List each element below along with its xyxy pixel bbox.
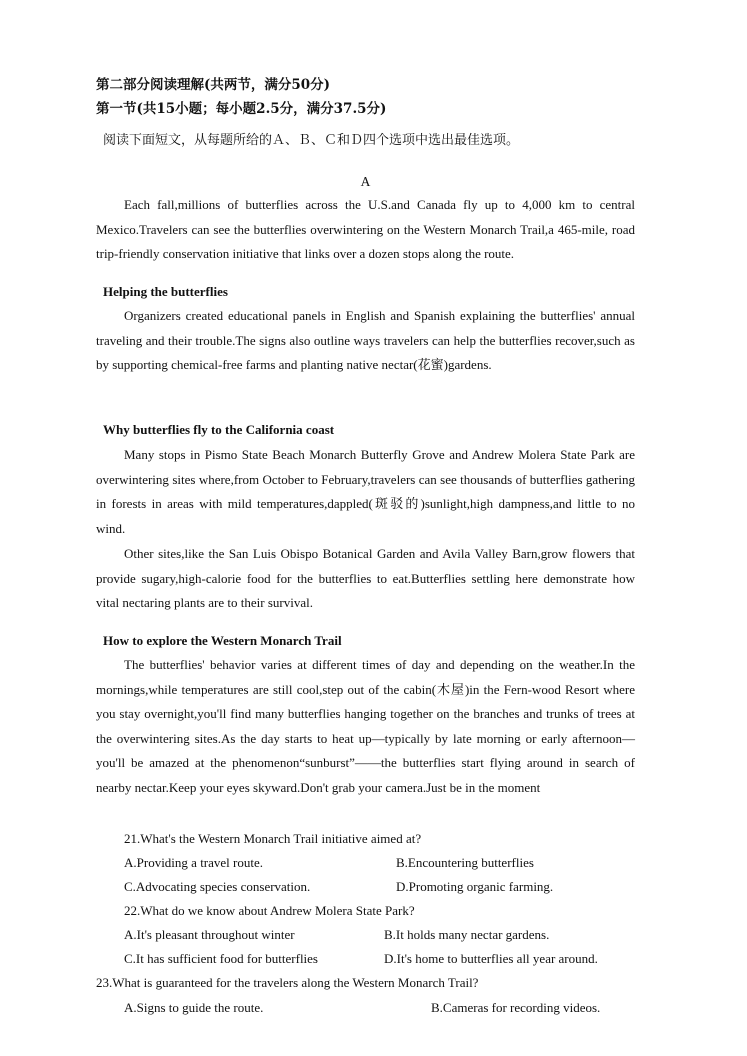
instruction-text: 阅读下面短文，从每题所给的Ａ、Ｂ、Ｃ和Ｄ四个选项中选出最佳选项。 — [103, 133, 520, 148]
question-22: 22.What do we know about Andrew Molera State Park? — [124, 903, 415, 918]
question-23: 23.What is guaranteed for the travelers along the Western Monarch Trail? — [96, 975, 479, 990]
passage-intro: Each fall,millions of butterflies across the U.S.and Canada fly up to 4,000 km to central Mexico.Travelers can see the butterflies overwintering on the Western Monarch Trail,a 465-mile, road trip-friendly conservation initiative that links over a dozen stops along the route. — [96, 197, 635, 261]
section-heading-helping: Helping the butterflies — [103, 284, 228, 299]
q23-option-a: A.Signs to guide the route. — [124, 1000, 264, 1015]
section-heading: 第一节(共15小题；每小题2.5分，满分37.5分) — [96, 101, 387, 117]
part-heading: 第二部分阅读理解(共两节，满分50分) — [96, 77, 331, 93]
q21-option-d: D.Promoting organic farming. — [396, 879, 554, 894]
q21-option-c: C.Advocating species conservation. — [124, 879, 311, 894]
paragraph-how: The butterflies' behavior varies at different times of day and depending on the weather.In the mornings,while temperatures are still cool,step out of the cabin(木屋)in the Fern-wood Resort where you stay overnight,you'll find many butterflies hanging together on the branches and trunks of trees at the overwintering sites.As the day starts to heat up—typically by late morning or early afternoon—you'll be amazed at the phenomenon“sunburst”——the butterflies start flying around in search of nearby nectar.Keep your eyes skyward.Don't grab your camera.Just be in the moment — [96, 657, 635, 795]
section-heading-why: Why butterflies fly to the California coast — [103, 422, 335, 437]
q21-option-b: B.Encountering butterflies — [396, 855, 534, 870]
section-heading-how: How to explore the Western Monarch Trail — [103, 633, 342, 648]
q22-option-d: D.It's home to butterflies all year around. — [384, 951, 598, 966]
q22-option-a: A.It's pleasant throughout winter — [124, 927, 295, 942]
paragraph-helping: Organizers created educational panels in English and Spanish explaining the butterflies' annual traveling and their trouble.The signs also outline ways travelers can help the butterflies recover,such as by supporting chemical-free farms and planting native nectar(花蜜)gardens. — [96, 308, 635, 372]
passage-label: A — [360, 174, 371, 189]
paragraph-why-2: Other sites,like the San Luis Obispo Botanical Garden and Avila Valley Barn,grow flowers that provide sugary,high-calorie food for the butterflies to eat.Butterflies settling here demonstrate how vital nectaring plants are to their survival. — [96, 546, 635, 610]
paragraph-why-1: Many stops in Pismo State Beach Monarch Butterfly Grove and Andrew Molera State Park are overwintering sites where,from October to February,travelers can see thousands of butterflies gathering in forests in areas with mild temperatures,dappled(斑驳的)sunlight,high dampness,and little to no wind. — [96, 447, 635, 536]
question-21: 21.What's the Western Monarch Trail initiative aimed at? — [124, 831, 422, 846]
q23-option-b: B.Cameras for recording videos. — [431, 1000, 601, 1015]
q22-option-b: B.It holds many nectar gardens. — [384, 927, 550, 942]
q21-option-a: A.Providing a travel route. — [124, 855, 263, 870]
q22-option-c: C.It has sufficient food for butterflies — [124, 951, 318, 966]
